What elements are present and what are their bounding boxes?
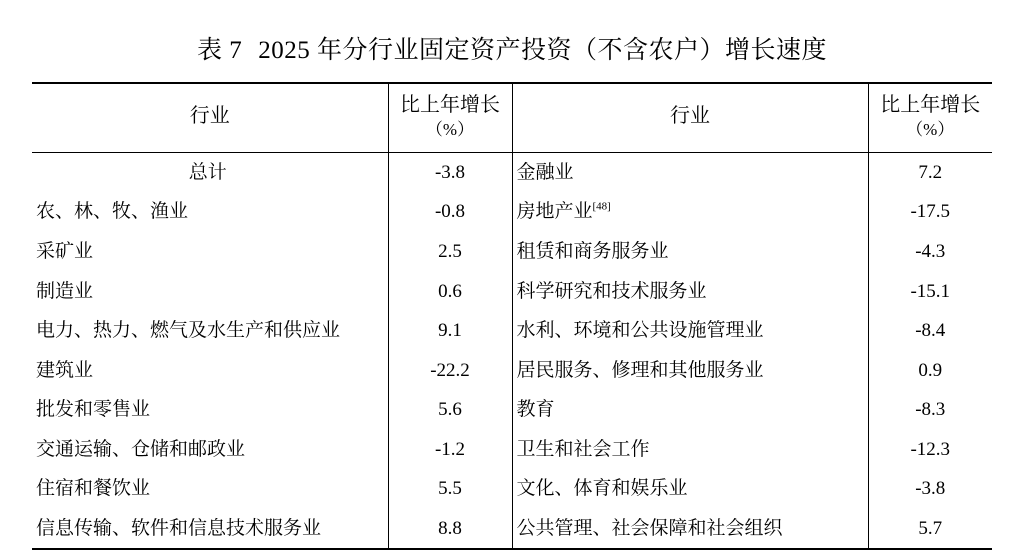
table-row <box>32 152 992 192</box>
table-row <box>32 272 992 312</box>
table-title <box>32 0 992 82</box>
column-header-growth-right-label: 比上年增长 <box>880 94 981 116</box>
column-header-growth-left-unit: （%） <box>425 120 475 139</box>
row-value-right: -4.3 <box>868 232 992 272</box>
row-value-right: -8.3 <box>868 390 992 430</box>
investment-growth-table <box>32 82 992 550</box>
row-value-left: -1.2 <box>388 430 512 470</box>
column-header-industry-right-label: 行业 <box>670 105 710 128</box>
row-industry-left: 采矿业 <box>36 241 94 263</box>
row-value-left: 0.6 <box>388 272 512 312</box>
table-row <box>32 430 992 470</box>
table-title-text: 2025 年分行业固定资产投资（不含农户）增长速度 <box>258 37 828 64</box>
row-industry-left: 批发和零售业 <box>36 399 151 421</box>
row-industry-right-label: 文化、体育和娱乐业 <box>516 478 688 500</box>
row-industry-right-label: 水利、环境和公共设施管理业 <box>516 320 764 342</box>
row-industry-left: 信息传输、软件和信息技术服务业 <box>32 509 388 550</box>
row-value-right: 5.7 <box>868 509 992 550</box>
row-value-left: 8.8 <box>388 509 512 550</box>
row-value-left: -3.8 <box>388 152 512 192</box>
row-value-right: 7.2 <box>868 152 992 192</box>
table-row <box>32 390 992 430</box>
column-header-industry-left <box>32 83 388 152</box>
table-body <box>32 152 992 549</box>
table-number: 表 7 <box>196 37 243 64</box>
row-industry-left: 农、林、牧、渔业 <box>36 201 189 223</box>
table-header <box>32 83 992 152</box>
column-header-industry-right <box>512 83 868 152</box>
row-value-left: 2.5 <box>388 232 512 272</box>
row-industry-left: 建筑业 <box>36 359 94 381</box>
table-row <box>32 469 992 509</box>
row-industry-right <box>512 469 868 509</box>
row-value-right: -3.8 <box>868 469 992 509</box>
row-industry-left: 交通运输、仓储和邮政业 <box>36 438 246 460</box>
row-industry-right-label: 公共管理、社会保障和社会组织 <box>516 517 783 539</box>
row-industry-right-label: 房地产业 <box>516 201 593 223</box>
row-industry-right <box>512 232 868 272</box>
row-value-right: -8.4 <box>868 311 992 351</box>
table-row <box>32 192 992 232</box>
column-header-growth-left-label: 比上年增长 <box>400 94 500 116</box>
row-value-left: 5.5 <box>388 469 512 509</box>
table-row <box>32 311 992 351</box>
table-row <box>32 351 992 391</box>
row-industry-right <box>512 311 868 351</box>
row-industry-right <box>512 152 868 192</box>
row-value-right: -17.5 <box>868 192 992 232</box>
row-industry-left: 住宿和餐饮业 <box>36 478 151 500</box>
column-header-growth-right <box>868 83 992 152</box>
column-header-industry-left-label: 行业 <box>189 105 230 128</box>
row-value-left: 9.1 <box>388 311 512 351</box>
row-value-left: -22.2 <box>388 351 512 391</box>
row-value-right: -15.1 <box>868 272 992 312</box>
row-value-right: -12.3 <box>868 430 992 470</box>
table-row <box>32 232 992 272</box>
row-industry-right-label: 教育 <box>516 399 555 421</box>
row-industry-right-label: 居民服务、修理和其他服务业 <box>516 359 764 381</box>
row-value-right: 0.9 <box>868 351 992 391</box>
row-industry-right <box>512 390 868 430</box>
row-industry-right <box>512 192 868 232</box>
row-industry-right-label: 卫生和社会工作 <box>516 438 650 460</box>
row-industry-right <box>512 430 868 470</box>
column-header-growth-left <box>388 83 512 152</box>
row-industry-left: 电力、热力、燃气及水生产和供应业 <box>36 320 341 342</box>
row-industry-right <box>512 272 868 312</box>
table-row <box>32 509 992 550</box>
footnote-marker: [48] <box>592 201 611 214</box>
row-industry-right <box>512 509 868 550</box>
row-industry-right-label: 租赁和商务服务业 <box>516 241 669 263</box>
row-industry-left: 总计 <box>188 161 227 183</box>
row-industry-right-label: 科学研究和技术服务业 <box>516 280 707 302</box>
row-industry-left: 制造业 <box>36 280 94 302</box>
row-value-left: -0.8 <box>388 192 512 232</box>
row-value-left: 5.6 <box>388 390 512 430</box>
row-industry-right <box>512 351 868 391</box>
row-industry-right-label: 金融业 <box>516 161 574 183</box>
column-header-growth-right-unit: （%） <box>906 120 955 139</box>
